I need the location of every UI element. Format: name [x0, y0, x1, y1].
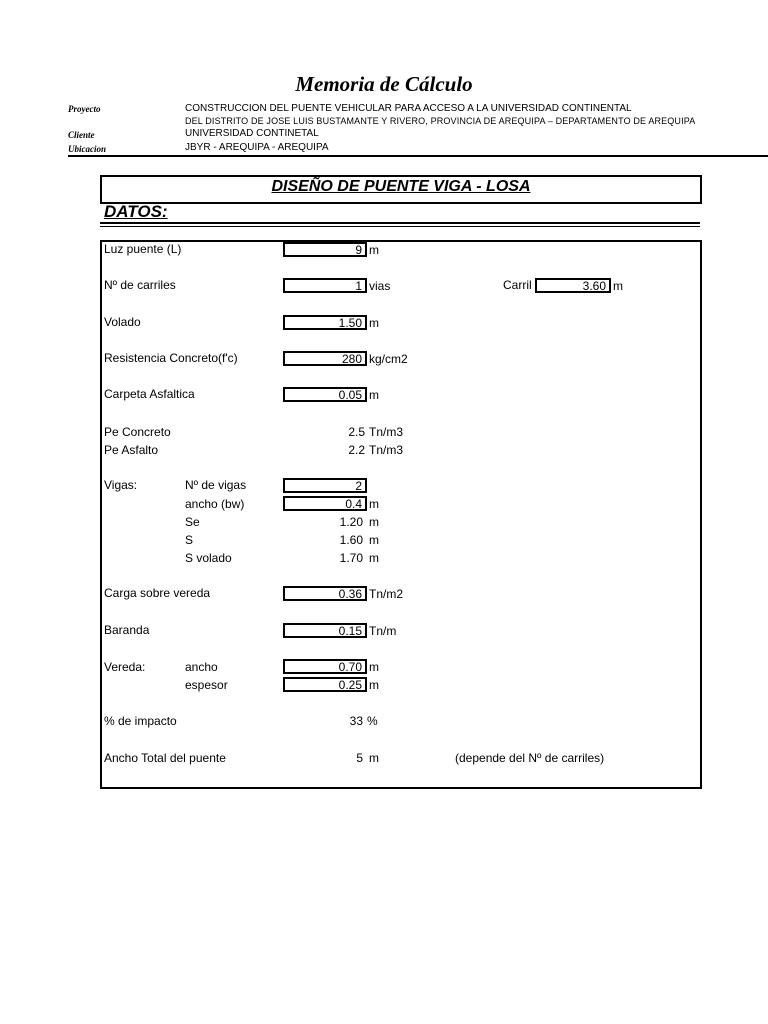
se-unit: m	[369, 515, 379, 529]
ubicacion-label: Ubicacion	[68, 144, 106, 154]
baranda-input[interactable]: 0.15	[283, 623, 367, 638]
carril-input[interactable]: 3.60	[535, 278, 611, 293]
ancho-bw-unit: m	[369, 497, 379, 511]
carriles-unit: vias	[369, 279, 391, 293]
cliente-value: UNIVERSIDAD CONTINETAL	[185, 128, 319, 139]
s-label: S	[185, 533, 194, 547]
fc-unit: kg/cm2	[369, 352, 408, 366]
ancho-bw-label: ancho (bw)	[185, 497, 245, 511]
ancho-total-value: 5	[356, 751, 363, 765]
s-volado-label: S volado	[185, 551, 232, 565]
pe-concreto-value: 2.5	[348, 425, 365, 439]
ancho-total-label: Ancho Total del puente	[104, 751, 226, 765]
carga-vereda-input[interactable]: 0.36	[283, 586, 367, 601]
datos-heading: DATOS:	[104, 202, 168, 221]
luz-input[interactable]: 9	[283, 242, 367, 257]
proyecto-line-2: DEL DISTRITO DE JOSE LUIS BUSTAMANTE Y RIVERO, PROVINCIA DE AREQUIPA – DEPARTAMENTO DE AREQUIPA	[185, 116, 696, 126]
cliente-label: Cliente	[68, 130, 95, 140]
s-value: 1.60	[339, 533, 363, 547]
pe-asfalto-value: 2.2	[348, 443, 365, 457]
impacto-label: % de impacto	[104, 714, 177, 728]
se-label: Se	[185, 515, 200, 529]
carpeta-input[interactable]: 0.05	[283, 387, 367, 402]
s-volado-value: 1.70	[339, 551, 363, 565]
luz-label: Luz puente (L)	[104, 242, 182, 256]
pe-asfalto-label: Pe Asfalto	[104, 443, 159, 457]
datos-underline-2	[100, 226, 700, 227]
n-vigas-input[interactable]: 2	[283, 478, 367, 493]
vereda-ancho-input[interactable]: 0.70	[283, 659, 367, 674]
ancho-bw-input[interactable]: 0.4	[283, 496, 367, 511]
pe-concreto-label: Pe Concreto	[104, 425, 171, 439]
vereda-espesor-input[interactable]: 0.25	[283, 677, 367, 692]
vereda-label: Vereda:	[104, 660, 146, 674]
ancho-total-unit: m	[369, 751, 379, 765]
datos-underline-1	[100, 222, 700, 224]
impacto-unit: %	[367, 714, 378, 728]
carpeta-unit: m	[369, 388, 379, 402]
ubicacion-value: JBYR - AREQUIPA - AREQUIPA	[185, 142, 329, 153]
s-unit: m	[369, 533, 379, 547]
vereda-espesor-label: espesor	[185, 678, 228, 692]
proyecto-label: Proyecto	[68, 104, 101, 114]
pe-asfalto-unit: Tn/m3	[369, 443, 404, 457]
luz-unit: m	[369, 243, 379, 257]
vereda-espesor-unit: m	[369, 678, 379, 692]
vigas-label: Vigas:	[104, 478, 138, 492]
impacto-value: 33	[349, 714, 363, 728]
volado-label: Volado	[104, 315, 141, 329]
header-divider	[68, 155, 768, 157]
page-title: Memoria de Cálculo	[295, 72, 473, 96]
baranda-unit: Tn/m	[369, 624, 397, 638]
se-value: 1.20	[339, 515, 363, 529]
fc-label: Resistencia Concreto(f'c)	[104, 351, 238, 365]
fc-input[interactable]: 280	[283, 351, 367, 366]
baranda-label: Baranda	[104, 623, 150, 637]
volado-unit: m	[369, 316, 379, 330]
carga-vereda-unit: Tn/m2	[369, 587, 404, 601]
ancho-total-note: (depende del Nº de carriles)	[455, 751, 605, 765]
proyecto-line-1: CONSTRUCCION DEL PUENTE VEHICULAR PARA ACCESO A LA UNIVERSIDAD CONTINENTAL	[185, 103, 632, 114]
n-vigas-label: Nº de vigas	[185, 478, 247, 492]
s-volado-unit: m	[369, 551, 379, 565]
carpeta-label: Carpeta Asfaltica	[104, 387, 195, 401]
carril-label: Carril	[503, 278, 532, 292]
carga-vereda-label: Carga sobre vereda	[104, 586, 211, 600]
pe-concreto-unit: Tn/m3	[369, 425, 404, 439]
carriles-input[interactable]: 1	[283, 278, 367, 293]
vereda-ancho-label: ancho	[185, 660, 218, 674]
vereda-ancho-unit: m	[369, 660, 379, 674]
carriles-label: Nº de carriles	[104, 278, 176, 292]
volado-input[interactable]: 1.50	[283, 315, 367, 330]
section-title: DISEÑO DE PUENTE VIGA - LOSA	[271, 178, 531, 195]
carril-unit: m	[613, 279, 623, 293]
